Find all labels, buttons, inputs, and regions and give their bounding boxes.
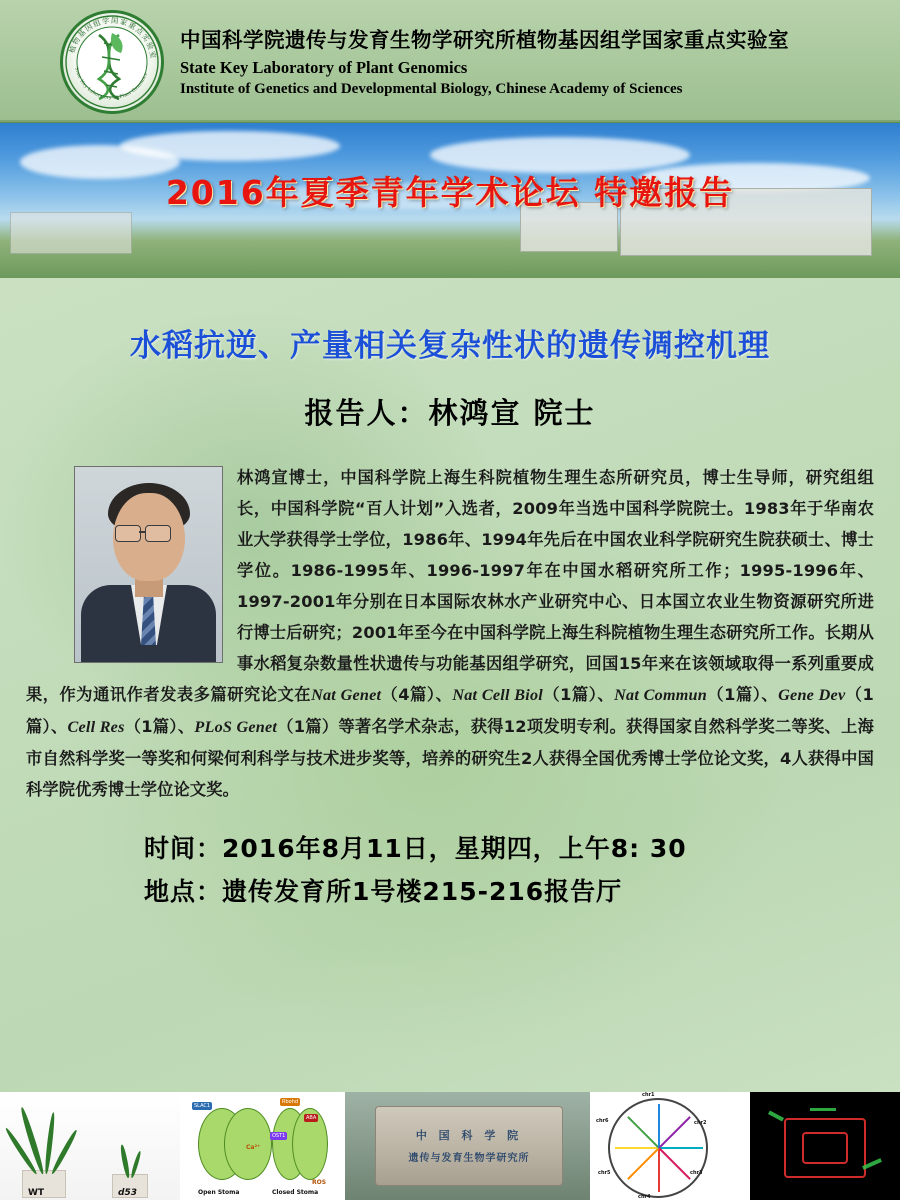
journal-name-5: PLoS Genet <box>194 718 278 736</box>
lab-logo <box>60 10 164 114</box>
portrait-glasses-right <box>145 525 171 542</box>
label-ros: ROS <box>312 1179 327 1186</box>
poster-body <box>0 320 900 913</box>
event-time-label: 时间： <box>144 834 223 863</box>
journal-count-2: （1篇）、 <box>706 685 779 704</box>
rice-plants-photo <box>0 1092 180 1200</box>
tag-slac1: SLAC1 <box>194 1103 211 1109</box>
stomata-diagram <box>180 1092 345 1200</box>
circos-link <box>658 1147 691 1180</box>
circos-genome-plot <box>590 1092 750 1200</box>
circos-label-chr1: chr1 <box>642 1092 655 1098</box>
fluorescent-signal <box>768 1110 784 1121</box>
journal-count-0: （4篇）、 <box>381 685 453 704</box>
journal-count-5: （1篇） <box>277 717 339 736</box>
event-time-value: 2016年8月11日，星期四，上午8: 30 <box>222 834 687 863</box>
journal-count-1: （1篇）、 <box>542 685 615 704</box>
stone-text-line2: 遗传与发育生物学研究所 <box>408 1153 530 1164</box>
rice-label-d53: d53 <box>118 1188 137 1198</box>
journal-count-3: （1篇）、 <box>26 685 874 736</box>
label-calcium: Ca²⁺ <box>246 1144 261 1151</box>
svg-text:State Key Laboratory of Plant: State Key Laboratory of Plant Genomics <box>73 66 150 102</box>
svg-text:植物基因组学国家重点实验室: 植物基因组学国家重点实验室 <box>67 15 159 61</box>
cell-inner-outline <box>802 1132 848 1164</box>
fluorescent-signal <box>810 1108 836 1111</box>
journal-count-4: （1篇）、 <box>124 717 195 736</box>
journal-name-3: Gene Dev <box>778 686 846 704</box>
tag-ost1: OST1 <box>272 1133 286 1139</box>
label-closed-stoma: Closed Stoma <box>272 1189 319 1196</box>
poster-header <box>0 0 900 122</box>
header-title-en-institute: Institute of Genetics and Developmental Biology, Chinese Academy of Sciences <box>180 80 683 97</box>
cloud-decoration <box>120 131 340 161</box>
bio-section <box>26 462 874 805</box>
header-title-en-lab: State Key Laboratory of Plant Genomics <box>180 57 468 77</box>
campus-building-photo <box>10 212 132 254</box>
event-banner <box>0 122 900 278</box>
stone-slab <box>375 1106 563 1186</box>
banner-title: 2016年夏季青年学术论坛 特邀报告 <box>165 173 735 212</box>
journal-name-0: Nat Genet <box>311 686 382 704</box>
event-place-label: 地点： <box>144 877 223 906</box>
talk-title: 水稻抗逆、产量相关复杂性状的遗传调控机理 <box>130 328 770 364</box>
tag-rbohd: Rbohd <box>282 1099 299 1105</box>
circos-link <box>658 1148 660 1192</box>
tag-aba: ABA <box>306 1115 317 1121</box>
fluorescence-microscopy-image <box>750 1092 900 1200</box>
footer-image-strip <box>0 1092 900 1200</box>
bio-text-part1: 林鸿宣博士，中国科学院上海生科院植物生理生态所研究员，博士生导师，研究组组长，中国科学院“百人计划”入选者，2009年当选中国科学院院士。1983年于华南农业大学获得学士学位，1986年、1994年先后在中国农业科学院研究生院获硕士、博士学位。1986-1995年、1996-1997年在中国水稻研究所工作；1995-1996年、1997-2001年分别在日本国际农林水产业研究中心、日本国立农业生物资源研究所进行博士后研究；2001年至今在中国科学院上海生科院植物生理生态研究所工作。长期从事水稻复杂数量性状遗传与功能基因组学研究，回国15年来在该领域取得一系列重要成果，作为通讯作者发表多篇研究论文在 <box>26 468 874 704</box>
rice-label-wt: WT <box>28 1188 45 1198</box>
speaker-portrait <box>74 466 223 663</box>
rice-leaf <box>50 1129 78 1175</box>
event-time-row <box>144 827 874 870</box>
speaker-line: 报告人：林鸿宣 院士 <box>304 396 596 430</box>
circos-link <box>658 1104 660 1148</box>
journal-name-4: Cell Res <box>67 718 125 736</box>
institute-stone-monument <box>345 1092 590 1200</box>
event-place-row <box>144 870 874 913</box>
circos-link <box>658 1116 691 1149</box>
event-place-value: 遗传发育所1号楼215-216报告厅 <box>222 877 623 906</box>
label-open-stoma: Open Stoma <box>198 1189 240 1196</box>
portrait-glasses-bridge <box>139 531 145 533</box>
circos-label-chr6: chr6 <box>596 1118 609 1124</box>
journal-name-1: Nat Cell Biol <box>452 686 543 704</box>
portrait-glasses-left <box>115 525 141 542</box>
circos-label-chr2: chr2 <box>694 1120 707 1126</box>
header-text-block <box>180 23 789 98</box>
circos-label-chr4: chr4 <box>638 1194 651 1200</box>
bio-text-part2: 等著名学术杂志，获得12项发明专利。获得国家自然科学奖二等奖、上海市自然科学奖一等奖和何梁何利科学与技术进步奖等，培养的研究生2人获得全国优秀博士学位论文奖，4人获得中国科学院优秀博士学位论文奖。 <box>26 717 875 799</box>
journal-name-2: Nat Commun <box>614 686 707 704</box>
circos-label-chr3: chr3 <box>690 1170 703 1176</box>
event-details <box>26 827 874 913</box>
stone-text-line1: 中 国 科 学 院 <box>415 1129 523 1142</box>
header-title-cn: 中国科学院遗传与发育生物学研究所植物基因组学国家重点实验室 <box>180 27 789 52</box>
circos-label-chr5: chr5 <box>598 1170 611 1176</box>
